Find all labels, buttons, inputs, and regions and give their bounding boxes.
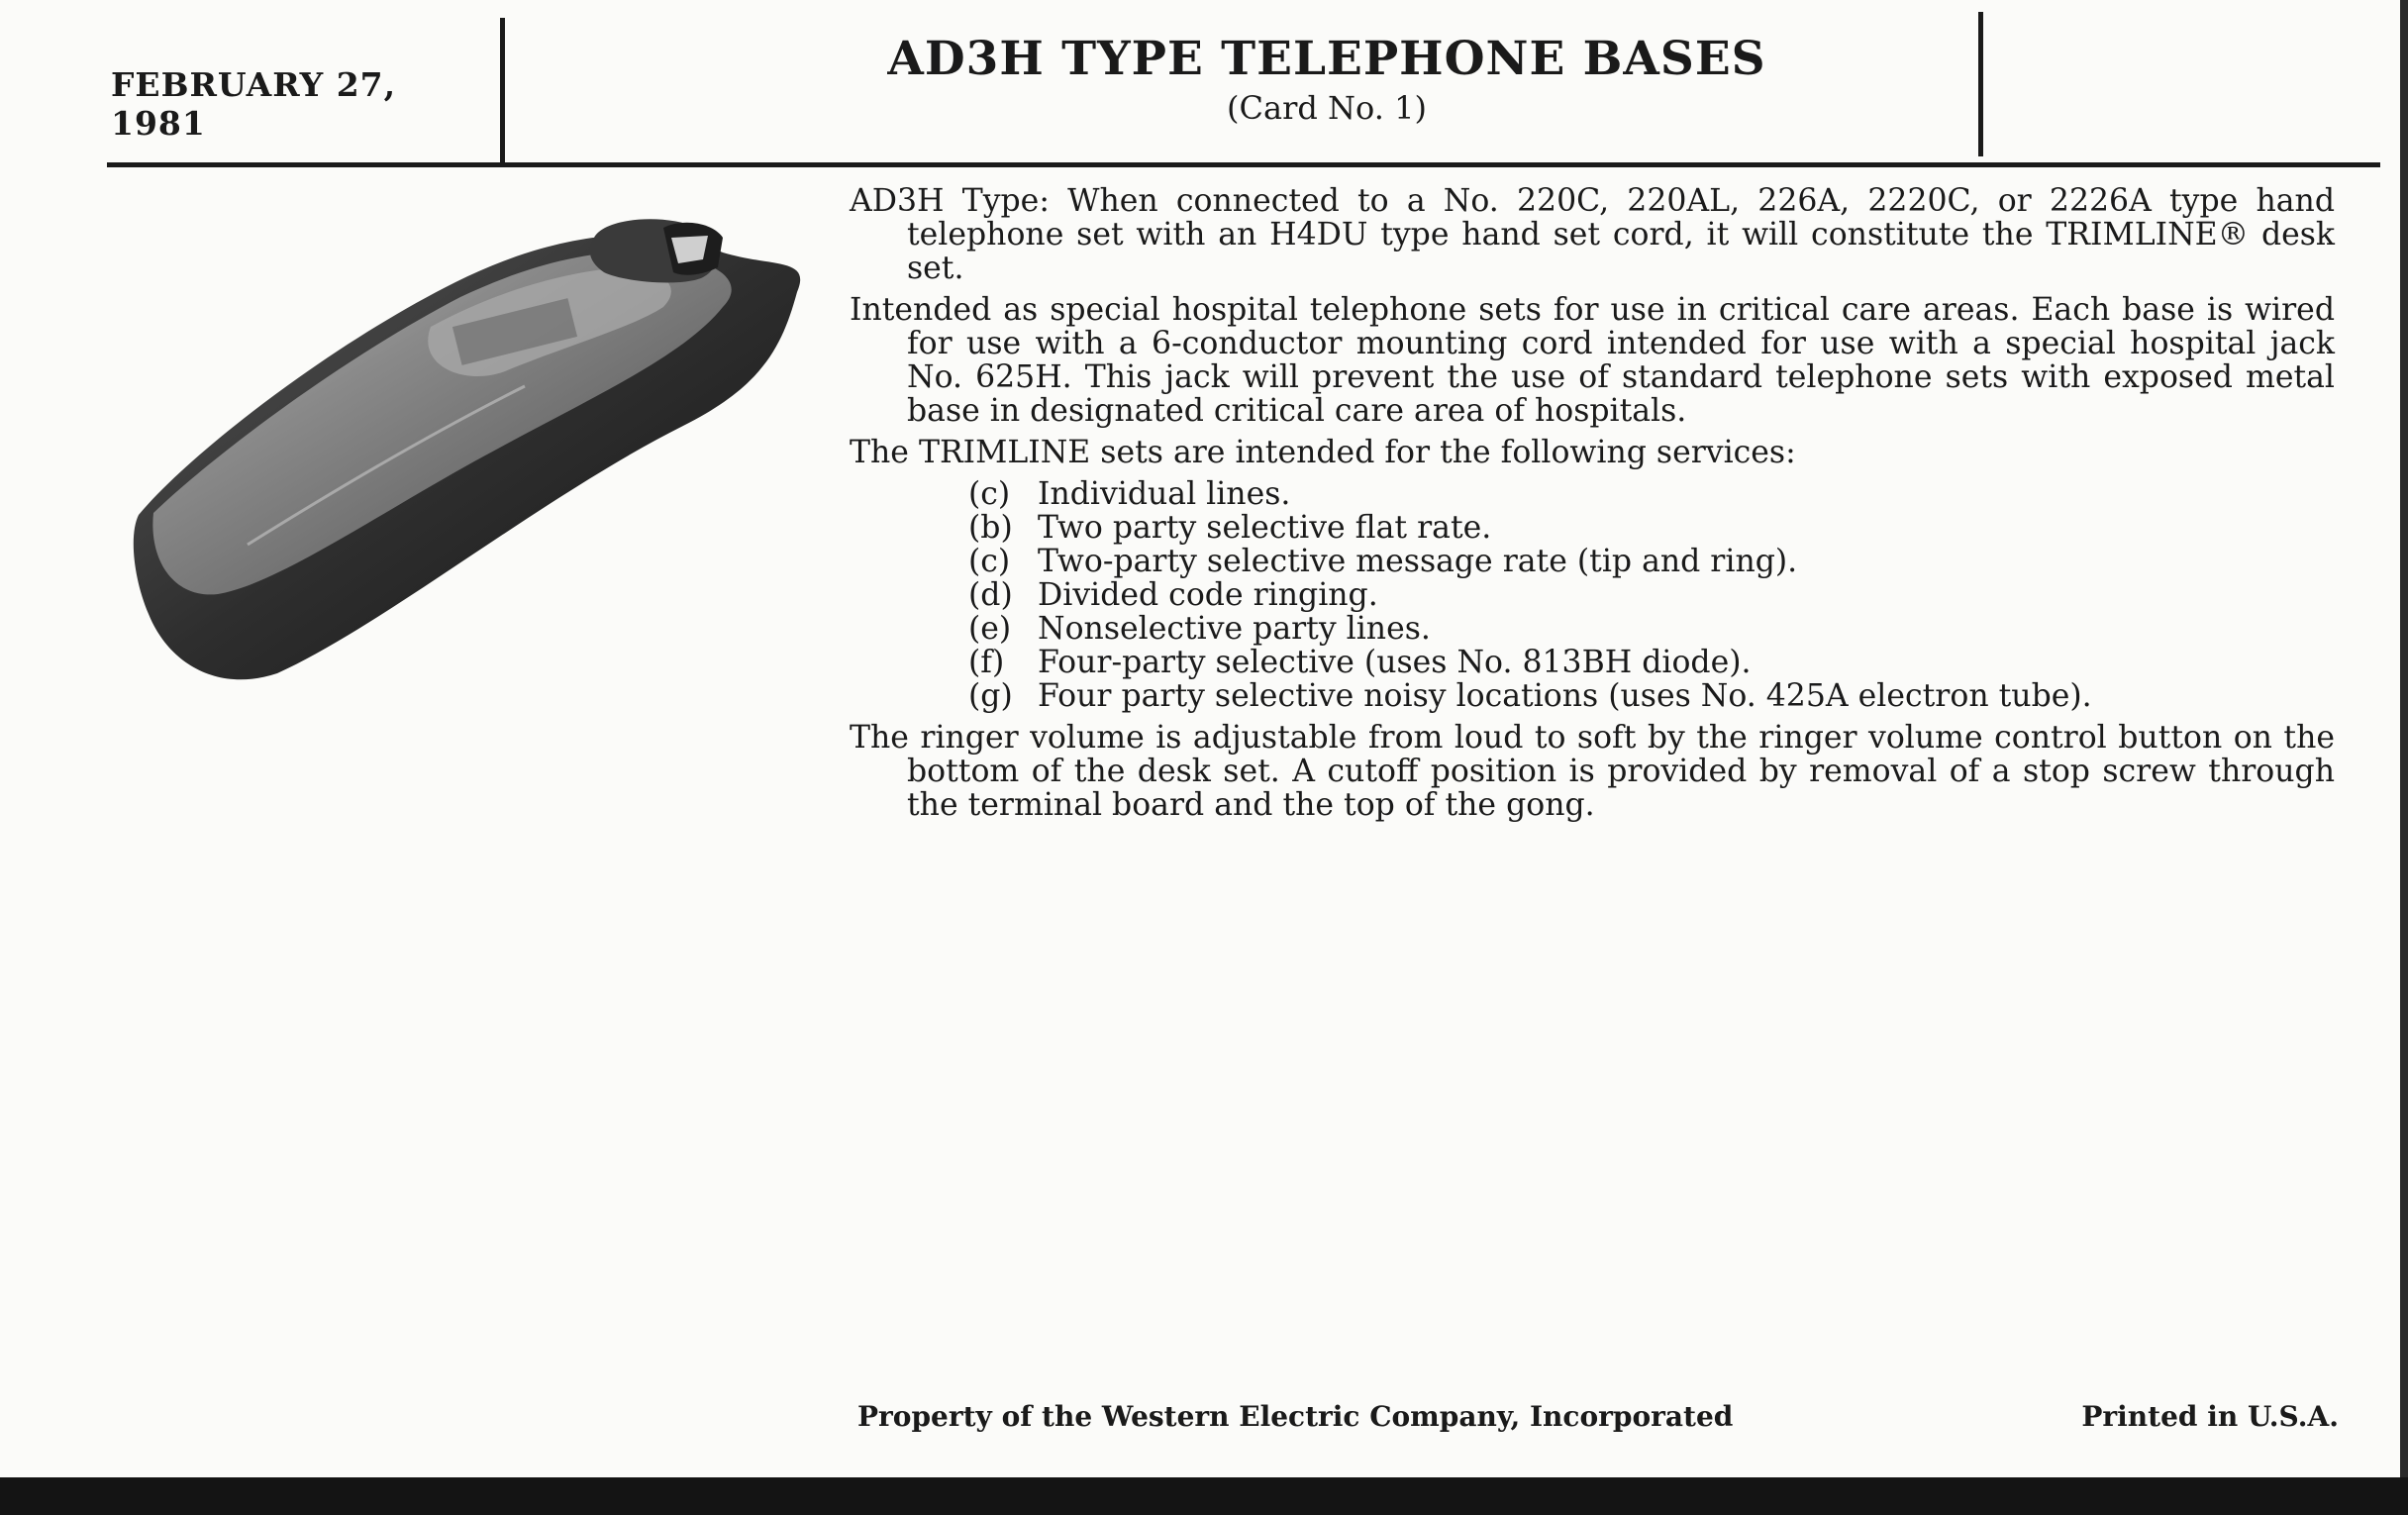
list-item <box>850 477 2335 511</box>
list-item-text: Two party selective flat rate. <box>1038 510 1492 546</box>
list-item <box>850 511 2335 545</box>
list-item <box>850 612 2335 646</box>
header-rule <box>107 162 2380 167</box>
telephone-base-drawing <box>129 198 812 693</box>
list-item-letter: (c) <box>968 544 1011 579</box>
description-paragraph-1: AD3H Type: When connected to a No. 220C, 220AL, 226A, 2220C, or 2226A type hand telephone set with an H4DU type hand set cord, it will constitute the TRIMLINE® desk set. <box>850 183 2335 286</box>
list-item-letter: (e) <box>968 611 1012 647</box>
list-item-text: Nonselective party lines. <box>1038 611 1431 647</box>
card-date: FEBRUARY 27, 1981 <box>111 65 397 143</box>
list-item-text: Four-party selective (uses No. 813BH diode). <box>1038 645 1752 680</box>
services-intro: The TRIMLINE sets are intended for the following services: <box>850 435 1796 470</box>
list-item-letter: (d) <box>968 577 1013 613</box>
list-item-text: Individual lines. <box>1038 476 1291 512</box>
list-item-text: Four party selective noisy locations (uses No. 425A electron tube). <box>1038 678 2092 714</box>
list-item <box>850 679 2335 713</box>
list-item <box>850 578 2335 612</box>
header-divider-left <box>500 18 505 166</box>
list-item-letter: (c) <box>968 476 1011 512</box>
card-edge-right <box>2400 0 2408 1477</box>
card-edge-bottom <box>0 1477 2408 1515</box>
list-item-letter: (g) <box>968 678 1013 714</box>
ownership-notice: Property of the Western Electric Company, Incorporated <box>857 1400 1734 1433</box>
list-item <box>850 646 2335 679</box>
card-title: AD3H TYPE TELEPHONE BASES <box>887 32 1766 86</box>
description-paragraph-2: Intended as special hospital telephone sets for use in critical care areas. Each base is wired for use with a 6-conductor mounting cord intended for use with a special hospital jack No. 625H. This jack will prevent the use of standard telephone sets with exposed metal base in designated critical care area of hospitals. <box>850 292 2335 429</box>
card-body <box>850 184 2335 830</box>
list-item <box>850 545 2335 578</box>
card-number: (Card No. 1) <box>1227 89 1427 127</box>
print-origin: Printed in U.S.A. <box>2081 1400 2339 1433</box>
list-item-letter: (b) <box>968 510 1013 546</box>
telephone-base-image <box>129 198 812 693</box>
ringer-paragraph: The ringer volume is adjustable from loud to soft by the ringer volume control button on the bottom of the desk set. A cutoff position is provided by removal of a stop screw through the terminal board and the top of the gong. <box>850 720 2335 823</box>
list-item-text: Divided code ringing. <box>1038 577 1378 613</box>
list-item-text: Two-party selective message rate (tip and ring). <box>1038 544 1798 579</box>
services-list <box>850 477 2335 713</box>
list-item-letter: (f) <box>968 645 1005 680</box>
